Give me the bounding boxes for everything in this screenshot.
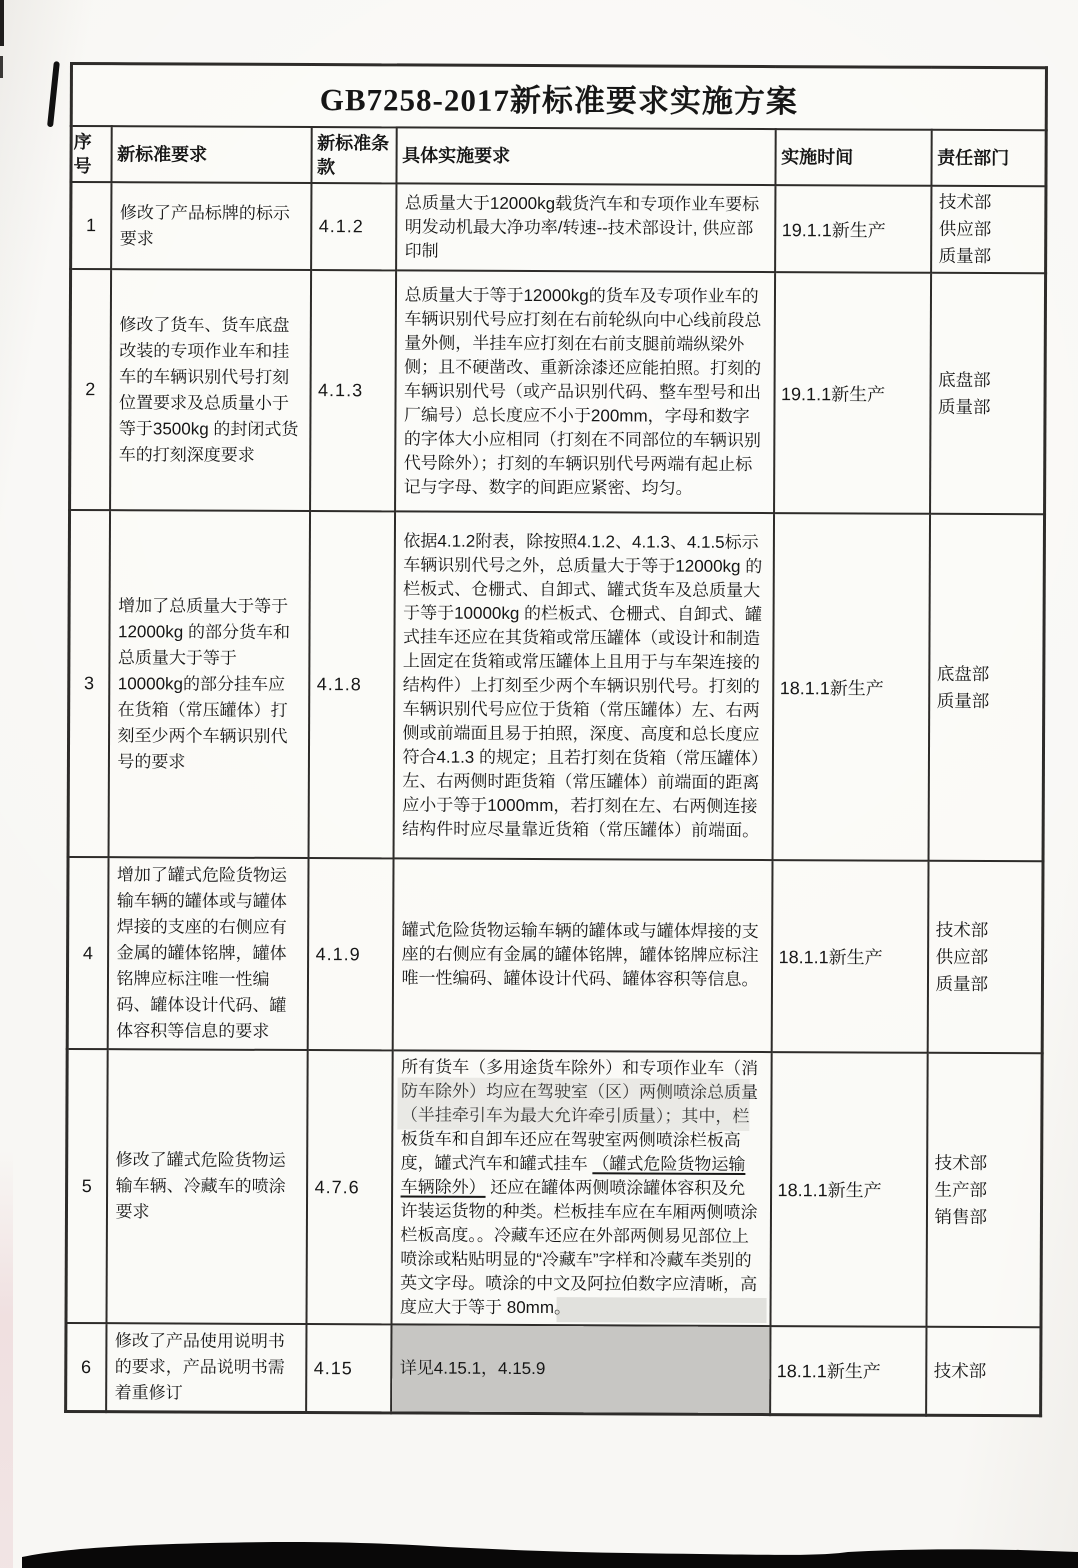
time-cell: 18.1.1新生产 [772, 513, 930, 861]
detail-text-underlined: （罐式危险货物运输车辆除外） [400, 1154, 746, 1197]
row-number-cell: 6 [66, 1323, 106, 1412]
requirement-cell: 修改了产品使用说明书的要求，产品说明书需着重修订 [106, 1323, 306, 1412]
clause-cell: 4.7.6 [306, 1050, 392, 1324]
detail-cell [391, 1050, 771, 1326]
column-header-time: 实施时间 [775, 129, 931, 186]
implementation-plan-table [64, 62, 1048, 1417]
time-cell: 18.1.1新生产 [771, 860, 928, 1053]
row-number-cell: 2 [70, 269, 111, 510]
department-cell: 底盘部 质量部 [930, 273, 1046, 514]
clause-cell: 4.1.2 [311, 183, 396, 270]
column-header-detail: 具体实施要求 [396, 127, 775, 185]
department-cell: 技术部 [926, 1327, 1041, 1416]
time-cell: 19.1.1新生产 [774, 272, 931, 514]
time-cell: 18.1.1新生产 [770, 1052, 927, 1327]
detail-cell: 依据4.1.2附表，除按照4.1.2、4.1.3、4.1.5标示车辆识别代号之外，总质量大于等于12000kg 的栏板式、仓栅式、自卸式、罐式货车及总质量大于等于10000kg 的栏板式、仓栅式、自卸式、罐式挂车还应在其货箱或常压罐体（或设计和制造上固定在货箱或常压罐体上且用于与车架连接的结构件）上打刻至少两个车辆识别代号。打刻的车辆识别代号应位于货箱（常压罐体）左、右两侧或前端面且易于拍照，深度、高度和总长度应符合4.1.3 的规定；且若打刻在货箱（常压罐体）左、右两侧时距货箱（常压罐体）前端面的距离应小于等于1000mm，若打刻在左、右两侧连接结构件时应尽量靠近货箱（常压罐体）前端面。 [393, 511, 774, 860]
time-cell: 18.1.1新生产 [770, 1326, 926, 1415]
table-row [67, 857, 1043, 1053]
scan-edge-mark [0, 56, 3, 78]
detail-cell: 总质量大于12000kg载货汽车和专项作业车要标明发动机最大净功率/转速--技术部设计, 供应部印制 [396, 183, 775, 272]
detail-text: 所有货车（多用途货车除外）和专项作业车（消防车除外）均应在驾驶室（区）两侧喷涂总质量（半挂牵引车为最大允许牵引质量）；其中，栏板货车和自卸车还应在驾驶室两侧喷涂栏板高度，罐式汽车和罐式挂车 [400, 1057, 759, 1174]
document-title: GB7258-2017新标准要求实施方案 [71, 64, 1046, 131]
pen-stroke-mark [47, 61, 60, 127]
detail-text: 还应在罐体两侧喷涂罐体容积及允许装运货物的种类。栏板挂车应在车厢两侧喷涂栏板高度。。冷藏车还应在外部两侧易见部位上喷涂或粘贴明显的“冷藏车”字样和冷藏车类别的英文字母。喷涂的中文及阿拉伯数字应清晰，高度应大于等于 80mm。 [400, 1177, 758, 1318]
scan-shading [556, 1297, 766, 1323]
table-row [66, 1323, 1041, 1416]
clause-cell: 4.1.9 [307, 858, 393, 1050]
column-header-department: 责任部门 [931, 130, 1046, 187]
department-cell: 技术部 生产部 销售部 [926, 1053, 1042, 1327]
column-header-requirement: 新标准要求 [111, 126, 311, 183]
clause-cell: 4.1.8 [308, 511, 395, 858]
table-row [71, 182, 1046, 273]
clause-cell: 4.1.3 [310, 270, 396, 511]
scan-edge-mark [0, 0, 4, 46]
row-number-cell: 4 [67, 857, 108, 1049]
title-row [71, 64, 1046, 131]
requirement-cell: 增加了总质量大于等于12000kg 的部分货车和总质量大于等于10000kg的部分挂车应在货箱（常压罐体）打刻至少两个车辆识别代号的要求 [108, 510, 310, 858]
requirement-cell: 增加了罐式危险货物运输车辆的罐体或与罐体焊接的支座的右侧应有金属的罐体铭牌，罐体铭牌应标注唯一性编码、罐体设计代码、罐体容积等信息的要求 [107, 857, 308, 1050]
time-cell: 19.1.1新生产 [775, 185, 931, 273]
scan-edge-tint [0, 1150, 13, 1568]
column-header-clause: 新标准条款 [311, 127, 396, 183]
column-header-no: 序号 [71, 126, 111, 182]
header-row [71, 126, 1046, 186]
detail-cell: 罐式危险货物运输车辆的罐体或与罐体焊接的支座的右侧应有金属的罐体铭牌，罐体铭牌应标注唯一性编码、罐体设计代码、罐体容积等信息。 [392, 858, 772, 1052]
table-row [66, 1049, 1042, 1327]
table-row [68, 510, 1045, 861]
department-cell: 技术部 供应部 质量部 [931, 186, 1046, 274]
row-number-cell: 3 [68, 510, 110, 857]
department-cell: 底盘部 质量部 [928, 514, 1045, 861]
department-cell: 技术部 供应部 质量部 [927, 861, 1043, 1054]
implementation-plan-table-wrap [64, 62, 1043, 1417]
requirement-cell: 修改了产品标牌的标示要求 [111, 182, 311, 270]
clause-cell: 4.15 [306, 1324, 391, 1413]
row-number-cell: 5 [66, 1049, 107, 1323]
detail-cell: 详见4.15.1，4.15.9 [391, 1324, 770, 1414]
detail-cell: 总质量大于等于12000kg的货车及专项作业车的车辆识别代号应打刻在右前轮纵向中心线前段总量外侧，半挂车应打刻在右前支腿前端纵梁外侧；且不硬凿改、重新涂漆还应能拍照。打刻的车辆识别代号（或产品识别代码、整车型号和出厂编号）总长度应不小于200mm，字母和数字的字体大小应相同（打刻在不同部位的车辆识别代号除外）；打刻的车辆识别代号两端有起止标记与字母、数字的间距应紧密、均匀。 [395, 270, 775, 513]
requirement-cell: 修改了货车、货车底盘改装的专项作业车和挂车的车辆识别代号打刻位置要求及总质量小于等于3500kg 的封闭式货车的打刻深度要求 [110, 269, 311, 511]
scan-artifact-bottom [0, 1522, 1078, 1568]
row-number-cell: 1 [71, 182, 111, 269]
table-row [70, 269, 1046, 514]
requirement-cell: 修改了罐式危险货物运输车辆、冷藏车的喷涂要求 [106, 1049, 307, 1324]
